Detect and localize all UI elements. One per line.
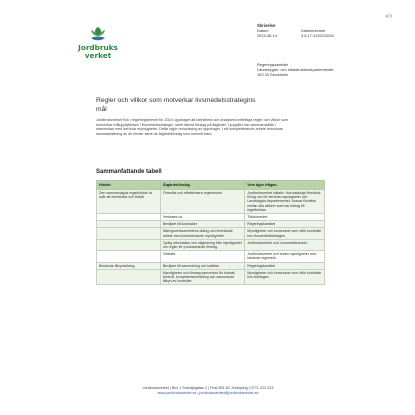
table-cell-vem: Regeringskansliet bbox=[245, 262, 325, 269]
table-cell-hinder bbox=[97, 228, 161, 239]
table-cell-vem: Myndigheter och kommuner som utför kontroller hos livsmedelsföretagen. bbox=[245, 228, 325, 239]
page-number: 1(7) bbox=[385, 13, 393, 18]
column-header-hinder: Hinder bbox=[97, 181, 161, 190]
table-cell-hinder bbox=[97, 221, 161, 228]
footer-address: Jordbruksverket | Box 1 Smedjegatan 2 | Post 551 82 Jönköping | 0771-223 223 bbox=[142, 386, 274, 390]
summary-table bbox=[96, 180, 325, 285]
recipient-line: Landsbygds- och infrastrukturdepartementet bbox=[257, 67, 334, 72]
table-cell-vem: Regeringskansliet bbox=[245, 221, 325, 228]
document-meta bbox=[257, 23, 357, 38]
document-title: Regler och villkor som motverkar livsmedelsstrategins mål bbox=[96, 97, 256, 113]
jordbruksverket-logo bbox=[78, 25, 118, 69]
intro-paragraph: Jordbruksverket fick i regleringsbrevet för 2024 uppdraget att identifiera och analysera befintliga regler och villkor som motverkar måluppfyllelsen i livsmedelsstrategin, samt lämna förslag på åtgärder. Uppgifter har sammanställts i samverkan med berörda myndigheter. Detta utgör redovisning av uppdraget. I ett kompletterande arbete redovisas sammanfattning av de hinder samt de åtgärdsförslag som kommit fram. bbox=[96, 118, 289, 136]
date-value: 2024-06-14 bbox=[257, 33, 277, 38]
table-cell-hinder: Bristande tillsynsdialog bbox=[97, 262, 161, 269]
date-label: Datum bbox=[257, 28, 269, 33]
logo-mark-icon bbox=[89, 25, 107, 43]
section-heading: Sammanfattande tabell bbox=[96, 169, 162, 175]
table-cell-atgard: Vidtalas bbox=[160, 251, 244, 262]
table-header-row bbox=[97, 181, 325, 190]
table-cell-atgard: Myndigheter och företag samverkar för fortsatt kontroll, kompetensutveckling och samordnad tillsyn av kontroller. bbox=[160, 269, 244, 285]
table-cell-atgard: Tydlig information och vägledning från myndigheter om regler för producerande företag. bbox=[160, 239, 244, 250]
table-cell-atgard: Beviljare till kostnader bbox=[160, 221, 244, 228]
dnr-label: Diarienummer bbox=[301, 28, 326, 33]
table-row bbox=[97, 251, 325, 262]
footer-links[interactable]: www.jordbruksverket.se | jordbruksverket@jordbruksverket.se bbox=[157, 391, 259, 395]
meta-value-row bbox=[257, 33, 357, 38]
document-type: Skrivelse bbox=[257, 23, 276, 28]
table-cell-hinder: Den sammanlagda regelbördan är svår att överblicka och förstå bbox=[97, 190, 161, 214]
table-row bbox=[97, 269, 325, 285]
table-cell-hinder bbox=[97, 239, 161, 250]
table-cell-atgard: Beviljare till samordning och kallelse. bbox=[160, 262, 244, 269]
table-row bbox=[97, 239, 325, 250]
dnr-value: 3.5.17-01521/2024 bbox=[301, 33, 334, 38]
recipient-line: Regeringskansliet bbox=[257, 62, 288, 67]
table-cell-atgard: Förenkla och effektivisera regelverken. bbox=[160, 190, 244, 214]
table-cell-atgard: Verksamt ca bbox=[160, 214, 244, 221]
column-header-vem: Vem äger frågan bbox=[245, 181, 325, 190]
logo-wordmark bbox=[78, 44, 118, 59]
table-cell-atgard: Näringsverksamhetens dialog och förenklade arbete med kontrollerande myndigheter. bbox=[160, 228, 244, 239]
recipient-block bbox=[257, 62, 333, 77]
table-cell-vem: Tillväxtverket bbox=[245, 214, 325, 221]
table-cell-hinder bbox=[97, 251, 161, 262]
table-cell-vem: Myndigheter och kommuner som utför kontroller hos företagen. bbox=[245, 269, 325, 285]
table-cell-vem: Jordbruksverket och andra myndigheter som hanterar regelverk. bbox=[245, 251, 325, 262]
table-row bbox=[97, 262, 325, 269]
table-row bbox=[97, 190, 325, 214]
logo-line-2: verket bbox=[84, 50, 112, 60]
recipient-line: 103 33 Stockholm bbox=[257, 72, 289, 77]
table-body bbox=[97, 190, 325, 285]
table-cell-vem: Jordbruksverket initiativ. Huvudsakligt förenklat: till sig och för berörda myndigheter och Landsbygds-departementet. Ansvar fördelas mellan alla aktörer som har bidrag till regelbördan. bbox=[245, 190, 325, 214]
table-cell-hinder bbox=[97, 214, 161, 221]
table-row bbox=[97, 221, 325, 228]
table-cell-hinder bbox=[97, 269, 161, 285]
column-header-atgard: Åtgärdsförslag bbox=[160, 181, 244, 190]
page-footer bbox=[88, 386, 328, 396]
table-cell-vem: Jordbruksverket och Livsmedelsverket. bbox=[245, 239, 325, 250]
table-row bbox=[97, 228, 325, 239]
table-row bbox=[97, 214, 325, 221]
logo-line-1: Jordbruks bbox=[78, 43, 118, 52]
